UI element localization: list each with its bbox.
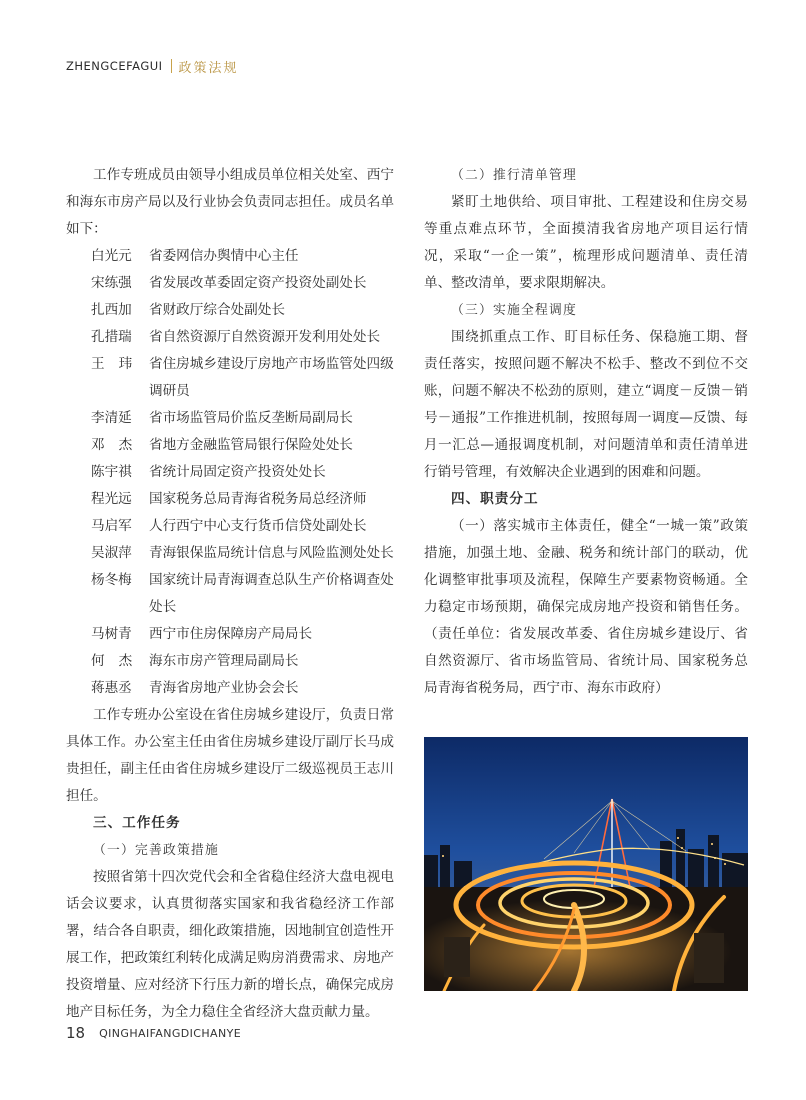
member-row	[66, 351, 394, 405]
subheading-list-management: （二）推行清单管理	[451, 168, 577, 183]
member-name: 程光远	[91, 491, 132, 507]
member-name: 扎西加	[91, 302, 132, 318]
member-position: 省财政厅综合处副处长	[149, 302, 285, 318]
subheading-scheduling: （三）实施全程调度	[451, 303, 577, 318]
member-name: 杨冬梅	[91, 572, 132, 588]
member-list	[66, 243, 394, 702]
night-city-illustration	[424, 737, 748, 991]
member-position: 青海省房地产业协会会长	[149, 680, 299, 696]
member-name: 蒋惠丞	[91, 680, 132, 696]
city-interchange-photo	[424, 737, 748, 991]
page-number: 18	[66, 1024, 86, 1042]
member-position: 国家税务总局青海省税务局总经济师	[149, 491, 367, 507]
members-intro: 工作专班成员由领导小组成员单位相关处室、西宁和海东市房产局以及行业协会负责同志担任。成员名单如下：	[66, 167, 394, 237]
header-divider	[171, 59, 172, 73]
member-position: 省住房城乡建设厅房地产市场监管处四级调研员	[149, 356, 394, 399]
member-row	[66, 675, 394, 702]
page-footer	[66, 1023, 241, 1043]
member-row	[66, 459, 394, 486]
member-row	[66, 540, 394, 567]
section-name-latin: ZHENGCEFAGUI	[66, 59, 163, 73]
section-heading-responsibilities: 四、职责分工	[451, 491, 539, 507]
office-paragraph: 工作专班办公室设在省住房城乡建设厅，负责日常具体工作。办公室主任由省住房城乡建设厅副厅长马成贵担任，副主任由省住房城乡建设厅二级巡视员王志川担任。	[66, 707, 394, 804]
member-position: 省发展改革委固定资产投资处副处长	[149, 275, 367, 291]
member-row	[66, 297, 394, 324]
member-name: 白光元	[91, 248, 132, 264]
list-management-paragraph: 紧盯土地供给、项目审批、工程建设和住房交易等重点难点环节，全面摸清我省房地产项目运行情况，采取“一企一策”，梳理形成问题清单、责任清单、整改清单，要求限期解决。	[424, 194, 748, 291]
member-row	[66, 270, 394, 297]
member-row	[66, 513, 394, 540]
member-row	[66, 486, 394, 513]
running-header	[66, 56, 239, 76]
member-name: 孔措瑞	[91, 329, 132, 345]
member-row	[66, 648, 394, 675]
member-position: 西宁市住房保障房产局局长	[149, 626, 313, 642]
member-position: 省市场监管局价监反垄断局副局长	[149, 410, 353, 426]
member-row	[66, 567, 394, 621]
publication-name: QINGHAIFANGDICHANYE	[99, 1026, 242, 1040]
member-row	[66, 405, 394, 432]
policy-paragraph: 按照省第十四次党代会和全省稳住经济大盘电视电话会议要求，认真贯彻落实国家和我省稳经济工作部署，结合各自职责，细化政策措施，因地制宜创造性开展工作，把政策红利转化成满足购房消费需求、房地产投资增量、应对经济下行压力新的增长点，确保完成房地产目标任务，为全力稳住全省经济大盘贡献力量。	[66, 869, 394, 1020]
member-name: 吴淑萍	[91, 545, 132, 561]
member-row	[66, 621, 394, 648]
member-row	[66, 243, 394, 270]
member-position: 青海银保监局统计信息与风险监测处处长	[149, 545, 394, 561]
member-position: 国家统计局青海调查总队生产价格调查处处长	[149, 572, 394, 615]
member-name: 李清延	[91, 410, 132, 426]
section-heading-tasks: 三、工作任务	[93, 815, 181, 831]
responsibility-paragraph: （一）落实城市主体责任，健全“一城一策”政策措施，加强土地、金融、税务和统计部门的联动，优化调整审批事项及流程，保障生产要素物资畅通。全力稳定市场预期，确保完成房地产投资和销售任务。（责任单位：省发展改革委、省住房城乡建设厅、省自然资源厅、省市场监管局、省统计局、国家税务总局青海省税务局，西宁市、海东市政府）	[424, 518, 748, 696]
member-name: 何杰	[91, 653, 147, 669]
member-name: 马启军	[91, 518, 132, 534]
member-position: 省地方金融监管局银行保险处处长	[149, 437, 353, 453]
scheduling-paragraph: 围绕抓重点工作、盯目标任务、保稳施工期、督责任落实，按照问题不解决不松手、整改不到位不交账，问题不解决不松劲的原则，建立“调度－反馈－销号－通报”工作推进机制，按照每周一调度—反馈、每月一汇总—通报调度机制，对问题清单和责任清单进行销号管理，有效解决企业遇到的困难和问题。	[424, 329, 748, 480]
member-name: 马树青	[91, 626, 132, 642]
member-name: 陈宇祺	[91, 464, 132, 480]
subheading-policy: （一）完善政策措施	[93, 843, 219, 858]
member-name: 邓杰	[91, 437, 147, 453]
member-name: 宋练强	[91, 275, 132, 291]
member-row	[66, 432, 394, 459]
member-position: 人行西宁中心支行货币信贷处副处长	[149, 518, 367, 534]
member-name: 王玮	[91, 356, 147, 372]
member-position: 省委网信办舆情中心主任	[149, 248, 299, 264]
member-position: 省统计局固定资产投资处处长	[149, 464, 326, 480]
left-column	[66, 162, 394, 1026]
section-name-chinese: 政策法规	[178, 60, 239, 76]
member-position: 省自然资源厅自然资源开发利用处处长	[149, 329, 381, 345]
right-column	[424, 162, 748, 702]
member-position: 海东市房产管理局副局长	[149, 653, 299, 669]
member-row	[66, 324, 394, 351]
